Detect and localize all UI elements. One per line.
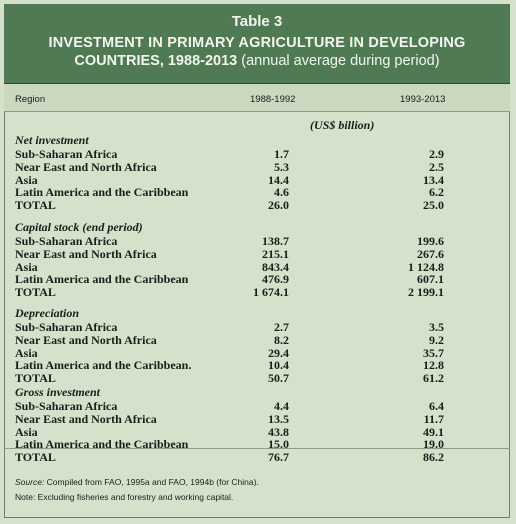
table-row [0,450,516,464]
value-1993-2013: 25.0 [423,198,444,213]
value-1988-1992: 5.3 [274,159,289,174]
row-label: Sub-Saharan Africa [15,147,118,161]
source-label: Source: [15,477,45,487]
table-number: Table 3 [231,13,283,30]
row-label: Latin America and the Caribbean [15,272,189,287]
value-1988-1992: 26.0 [268,198,289,213]
value-1993-2013: 2.9 [429,147,444,161]
row-label: Asia [15,259,38,274]
value-1988-1992: 76.7 [268,450,289,465]
value-1988-1992: 29.4 [268,345,289,360]
value-1988-1992: 14.4 [268,172,289,187]
region-column-header: Region [15,94,46,105]
unit-note: (US$ billion) [310,118,375,132]
value-1993-2013: 12.8 [423,358,444,373]
value-1988-1992: 13.5 [268,411,289,426]
value-1993-2013: 35.7 [423,345,444,360]
table-title-paren: (annual average during period) [241,53,440,69]
value-1988-1992: 4.4 [274,399,289,413]
table-row [0,285,516,299]
value-1993-2013: 9.2 [429,332,444,347]
value-1988-1992: 215.1 [262,246,289,261]
value-1988-1992: 1 674.1 [253,285,289,300]
value-1993-2013: 13.4 [423,172,444,187]
value-1993-2013: 2.5 [429,159,444,174]
row-label: Near East and North Africa [15,411,157,426]
source-footnote [15,477,259,487]
row-label: Near East and North Africa [15,332,157,347]
column-header-row [4,84,510,112]
value-1993-2013: 1 124.8 [408,259,444,274]
value-1993-2013: 19.0 [423,437,444,452]
value-1993-2013: 86.2 [423,450,444,465]
source-text: Compiled from FAO, 1995a and FAO, 1994b (for China). [46,477,259,487]
table-title-bar [4,4,510,84]
value-1993-2013: 49.1 [423,424,444,439]
value-1993-2013: 199.6 [417,234,444,248]
table-title-line1: INVESTMENT IN PRIMARY AGRICULTURE IN DEVELOPING [48,35,466,51]
row-label: Near East and North Africa [15,159,157,174]
value-1988-1992: 2.7 [274,320,289,334]
value-1993-2013: 6.4 [429,399,444,413]
value-1988-1992: 476.9 [262,272,289,287]
section-title: Net investment [15,133,89,147]
row-label: Sub-Saharan Africa [15,234,118,248]
row-label: Near East and North Africa [15,246,157,261]
value-1988-1992: 4.6 [274,185,289,200]
value-1988-1992: 15.0 [268,437,289,452]
section-title: Gross investment [15,385,101,399]
value-1993-2013: 267.6 [417,246,444,261]
table-title-line2 [4,53,510,69]
row-label: TOTAL [15,198,56,213]
value-1988-1992: 10.4 [268,358,289,373]
row-label: TOTAL [15,450,56,465]
value-1993-2013: 11.7 [423,411,444,426]
row-label: Latin America and the Caribbean. [15,358,192,373]
footnote-divider [4,448,510,449]
row-label: TOTAL [15,285,56,300]
row-label: Asia [15,345,38,360]
period2-column-header: 1993-2013 [400,94,446,105]
row-label: TOTAL [15,371,56,386]
value-1993-2013: 61.2 [423,371,444,386]
value-1988-1992: 1.7 [274,147,289,161]
row-label: Latin America and the Caribbean [15,437,189,452]
row-label: Sub-Saharan Africa [15,399,118,413]
table-row [0,371,516,385]
value-1988-1992: 43.8 [268,424,289,439]
value-1988-1992: 843.4 [262,259,289,274]
value-1993-2013: 2 199.1 [408,285,444,300]
table-title-years: COUNTRIES, 1988-2013 [74,53,238,69]
section-title: Capital stock (end period) [15,220,143,234]
row-label: Asia [15,172,38,187]
row-label: Latin America and the Caribbean [15,185,189,200]
row-label: Sub-Saharan Africa [15,320,118,334]
value-1988-1992: 50.7 [268,371,289,386]
section-title: Depreciation [15,306,79,320]
table-row [0,198,516,212]
value-1988-1992: 138.7 [262,234,289,248]
value-1993-2013: 607.1 [417,272,444,287]
value-1988-1992: 8.2 [274,332,289,347]
note-footnote: Note: Excluding fisheries and forestry and working capital. [15,492,234,502]
value-1993-2013: 3.5 [429,320,444,334]
period1-column-header: 1988-1992 [250,94,296,105]
value-1993-2013: 6.2 [429,185,444,200]
row-label: Asia [15,424,38,439]
